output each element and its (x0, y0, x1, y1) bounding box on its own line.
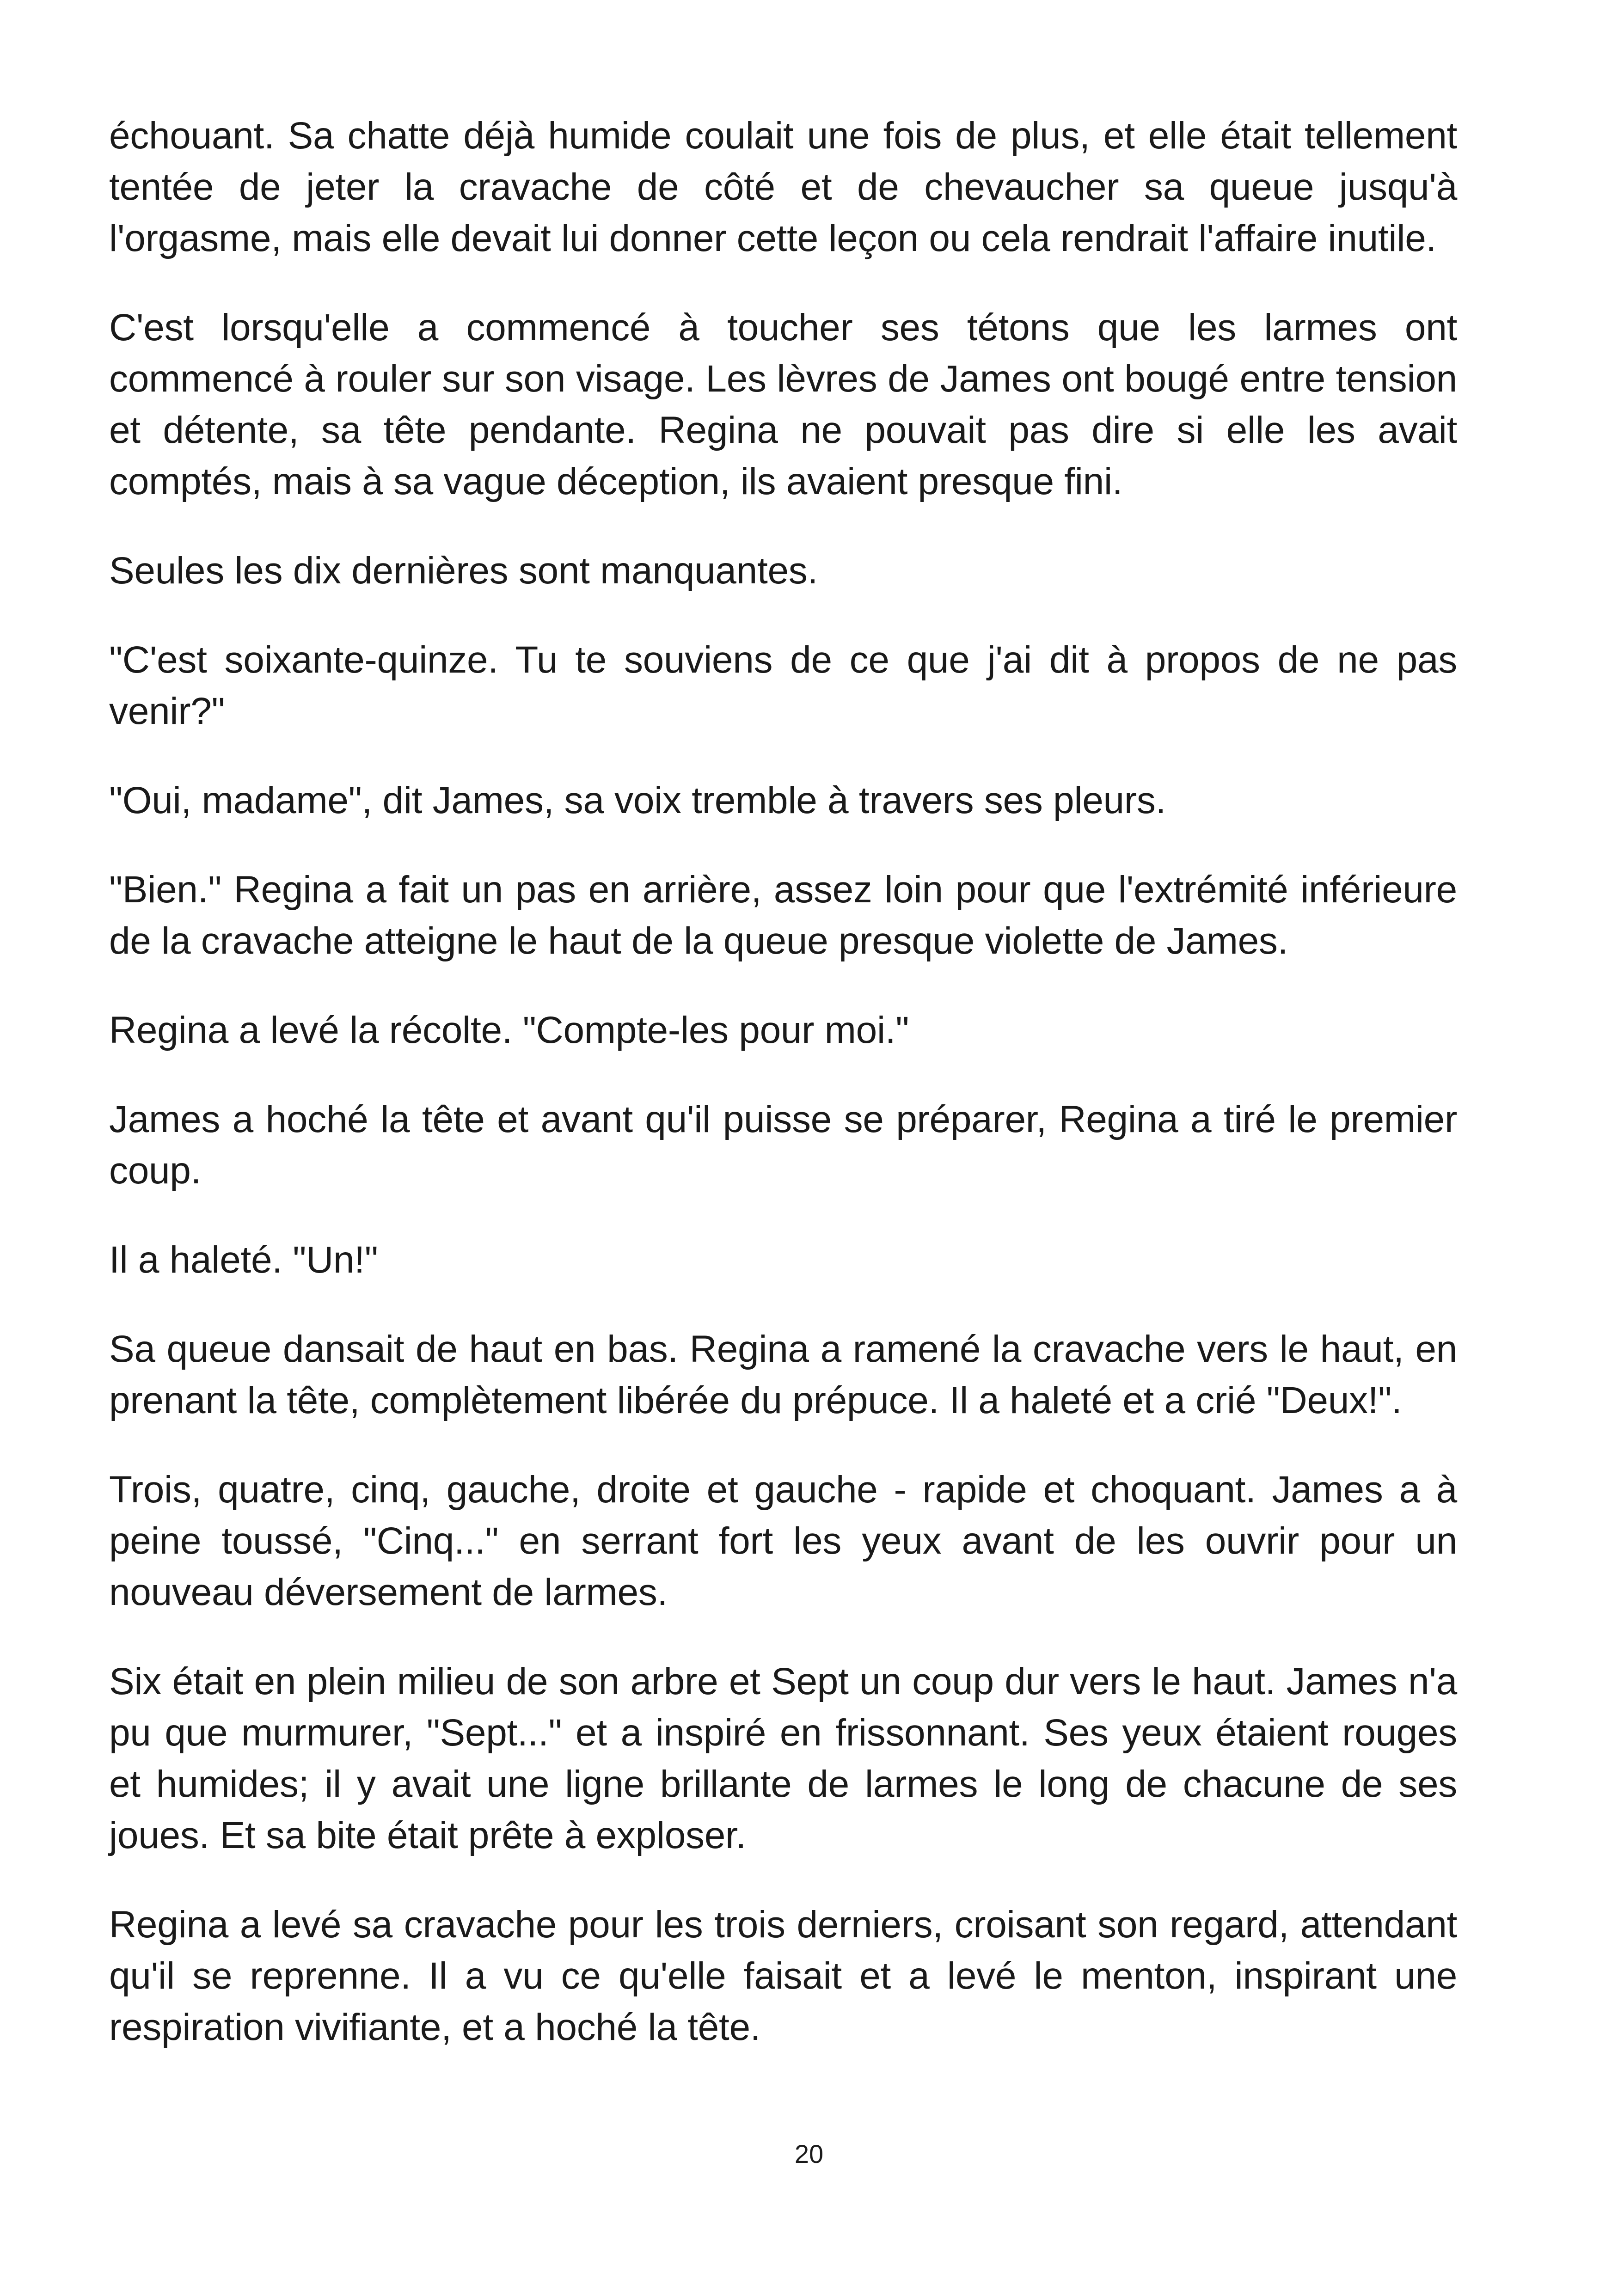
paragraph-4: "C'est soixante-quinze. Tu te souviens de ce que j'ai dit à propos de ne pas venir?" (109, 639, 1457, 732)
paragraph-6: "Bien." Regina a fait un pas en arrière, assez loin pour que l'extrémité inférieure de la cravache atteigne le haut de la queue presque violette de James. (109, 869, 1457, 962)
paragraph-2: C'est lorsqu'elle a commencé à toucher ses tétons que les larmes ont commencé à rouler sur son visage. Les lèvres de James ont bougé entre tension et détente, sa tête pendante. Regina ne pouvait pas dire si elle les avait comptés, mais à sa vague déception, ils avaient presque fini. (109, 306, 1457, 502)
paragraph-7: Regina a levé la récolte. "Compte-les pour moi." (109, 1009, 909, 1051)
paragraph-8: James a hoché la tête et avant qu'il puisse se préparer, Regina a tiré le premier coup. (109, 1098, 1457, 1192)
paragraph-10: Sa queue dansait de haut en bas. Regina a ramené la cravache vers le haut, en prenant la tête, complètement libérée du prépuce. Il a haleté et a crié "Deux!". (109, 1328, 1457, 1421)
body-text (109, 110, 1457, 2091)
paragraph-12: Six était en plein milieu de son arbre et Sept un coup dur vers le haut. James n'a pu que murmurer, "Sept..." et a inspiré en frissonnant. Ses yeux étaient rouges et humides; il y avait une ligne brillante de larmes le long de chacune de ses joues. Et sa bite était prête à exploser. (109, 1660, 1457, 1856)
paragraph-1: échouant. Sa chatte déjà humide coulait une fois de plus, et elle était tellement tentée de jeter la cravache de côté et de chevaucher sa queue jusqu'à l'orgasme, mais elle devait lui donner cette leçon ou cela rendrait l'affaire inutile. (109, 115, 1457, 259)
paragraph-9: Il a haleté. "Un!" (109, 1239, 378, 1281)
paragraph-13: Regina a levé sa cravache pour les trois derniers, croisant son regard, attendant qu'il se reprenne. Il a vu ce qu'elle faisait et a levé le menton, inspirant une respiration vivifiante, et a hoché la tête. (109, 1904, 1457, 2048)
paragraph-11: Trois, quatre, cinq, gauche, droite et gauche - rapide et choquant. James a à peine toussé, "Cinq..." en serrant fort les yeux avant de les ouvrir pour un nouveau déversement de larmes. (109, 1469, 1457, 1613)
paragraph-3: Seules les dix dernières sont manquantes. (109, 550, 818, 592)
paragraph-5: "Oui, madame", dit James, sa voix tremble à travers ses pleurs. (109, 779, 1166, 821)
page-number: 20 (794, 2139, 824, 2168)
